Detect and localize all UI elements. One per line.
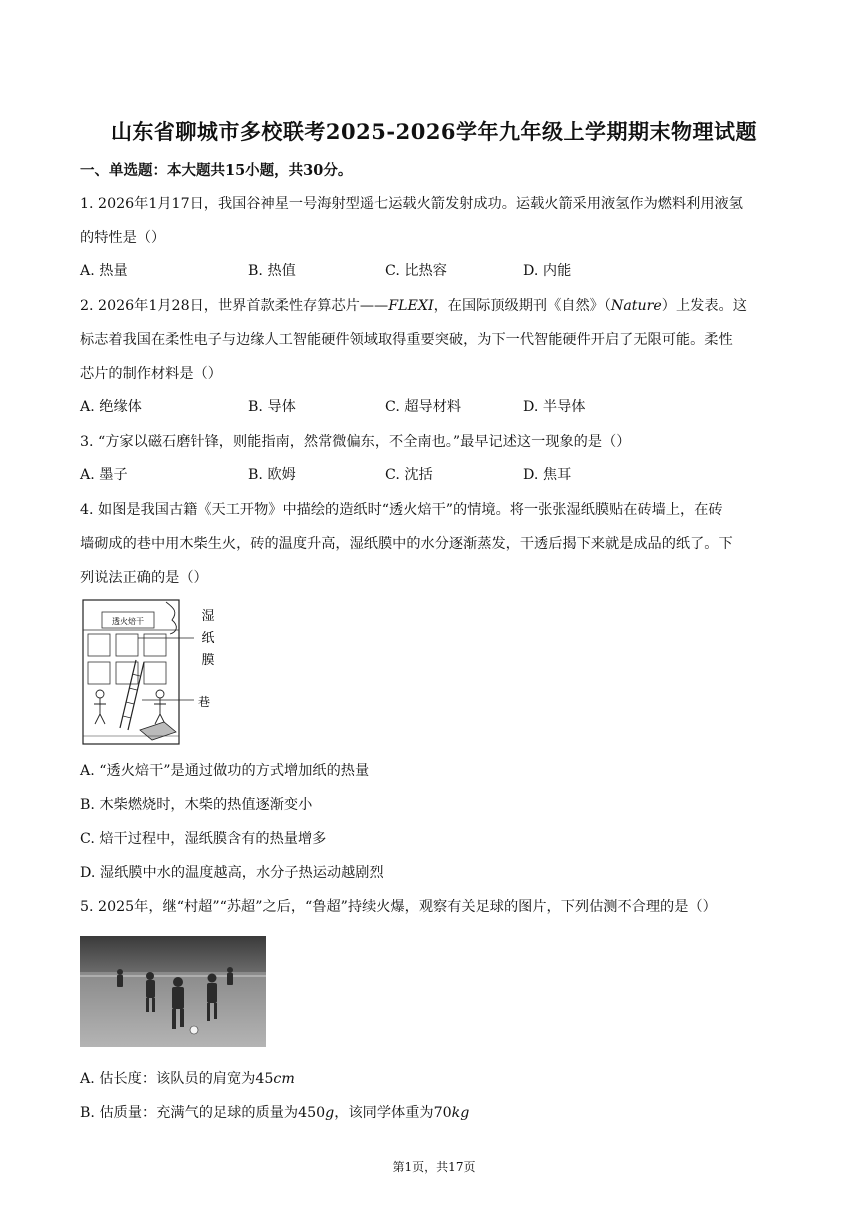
question-3-options (80, 464, 786, 486)
question-2-text: 2. 2026年1月28日，世界首款柔性存算芯片—— (80, 298, 389, 314)
question-3-option-a: A. 墨子 (80, 467, 128, 483)
question-2-text: ）上发表。这 (661, 298, 747, 314)
question-3-line-1: 3. “方家以磁石磨针锋，则能指南，然常微偏东，不全南也。”最早记述这一现象的是（） (80, 434, 631, 450)
question-2-options (80, 396, 786, 418)
figure-label-film: 膜 (201, 653, 215, 668)
question-4-option-c: C. 焙干过程中，湿纸膜含有的热量增多 (80, 831, 327, 847)
figure-sign-text: 透火焙干 (112, 617, 144, 626)
figure-label-wet: 湿 (201, 609, 215, 624)
question-2-option-b: B. 导体 (248, 399, 296, 415)
question-2-chip-name: FLEXI (388, 298, 434, 314)
page-footer: 第1页，共17页 (392, 1160, 476, 1174)
question-4-line-1: 4. 如图是我国古籍《天工开物》中描绘的造纸时“透火焙干”的情境。将一张张湿纸膜贴在砖墙上，在砖 (80, 502, 723, 518)
question-2-option-d: D. 半导体 (523, 399, 586, 415)
page-title: 山东省聊城市多校联考2025-2026学年九年级上学期期末物理试题 (110, 119, 758, 144)
question-2-journal-name: Nature (610, 298, 662, 314)
option-a-text: A. 估长度：该队员的肩宽为45 (80, 1071, 274, 1087)
question-2-text: ，在国际顶级期刊《自然》（ (433, 298, 611, 314)
question-4-option-a: A. “透火焙干”是通过做功的方式增加纸的热量 (80, 763, 370, 779)
question-1-line-2: 的特性是（） (80, 230, 166, 246)
question-1-option-c: C. 比热容 (385, 263, 447, 279)
question-1-option-a: A. 热量 (80, 263, 128, 279)
question-2-line-1 (80, 289, 786, 323)
question-3-option-b: B. 欧姆 (248, 467, 296, 483)
question-5-line-1: 5. 2025年，继“村超”“苏超”之后，“鲁超”持续火爆，观察有关足球的图片，下列估测不合理的是（） (80, 899, 717, 915)
question-2-option-c: C. 超导材料 (385, 399, 462, 415)
figure-label-paper: 纸 (201, 631, 215, 646)
question-3-option-d: D. 焦耳 (523, 467, 572, 483)
section-heading: 一、单选题：本大题共15小题，共30分。 (80, 162, 353, 179)
question-3-stem (80, 425, 786, 459)
question-5-option-a (80, 1068, 295, 1088)
question-1-option-b: B. 热值 (248, 263, 296, 279)
question-1-option-d: D. 内能 (523, 263, 572, 279)
question-4-stem (80, 493, 786, 595)
figure-label-alley: 巷 (197, 695, 211, 709)
option-a-unit: cm (273, 1071, 295, 1087)
question-4-line-3: 列说法正确的是（） (80, 570, 208, 586)
question-4-line-2: 墙砌成的巷中用木柴生火，砖的温度升高，湿纸膜中的水分逐渐蒸发，干透后揭下来就是成品的纸了。下 (80, 536, 733, 552)
question-2-line-3: 芯片的制作材料是（） (80, 366, 222, 382)
paper-drying-illustration (80, 598, 230, 746)
option-b-text: B. 估质量：充满气的足球的质量为450 (80, 1105, 326, 1121)
option-b-text: ，该同学体重为70 (334, 1105, 452, 1121)
option-b-unit-gram: g (325, 1105, 335, 1121)
question-5-option-b (80, 1102, 469, 1122)
question-3-option-c: C. 沈括 (385, 467, 433, 483)
question-4-option-b: B. 木柴燃烧时，木柴的热值逐渐变小 (80, 797, 313, 813)
question-2-option-a: A. 绝缘体 (80, 399, 142, 415)
question-1-options (80, 260, 786, 282)
option-b-unit-kg: kg (451, 1105, 470, 1121)
question-2-stem (80, 289, 786, 391)
question-4-option-d: D. 湿纸膜中水的温度越高，水分子热运动越剧烈 (80, 865, 384, 881)
question-1-line-1: 1. 2026年1月17日，我国谷神星一号海射型遥七运载火箭发射成功。运载火箭采用液氢作为燃料利用液氢 (80, 196, 743, 212)
question-1-stem (80, 187, 786, 255)
question-2-line-2: 标志着我国在柔性电子与边缘人工智能硬件领域取得重要突破，为下一代智能硬件开启了无限可能。柔性 (80, 332, 733, 348)
football-match-photo (80, 936, 266, 1047)
